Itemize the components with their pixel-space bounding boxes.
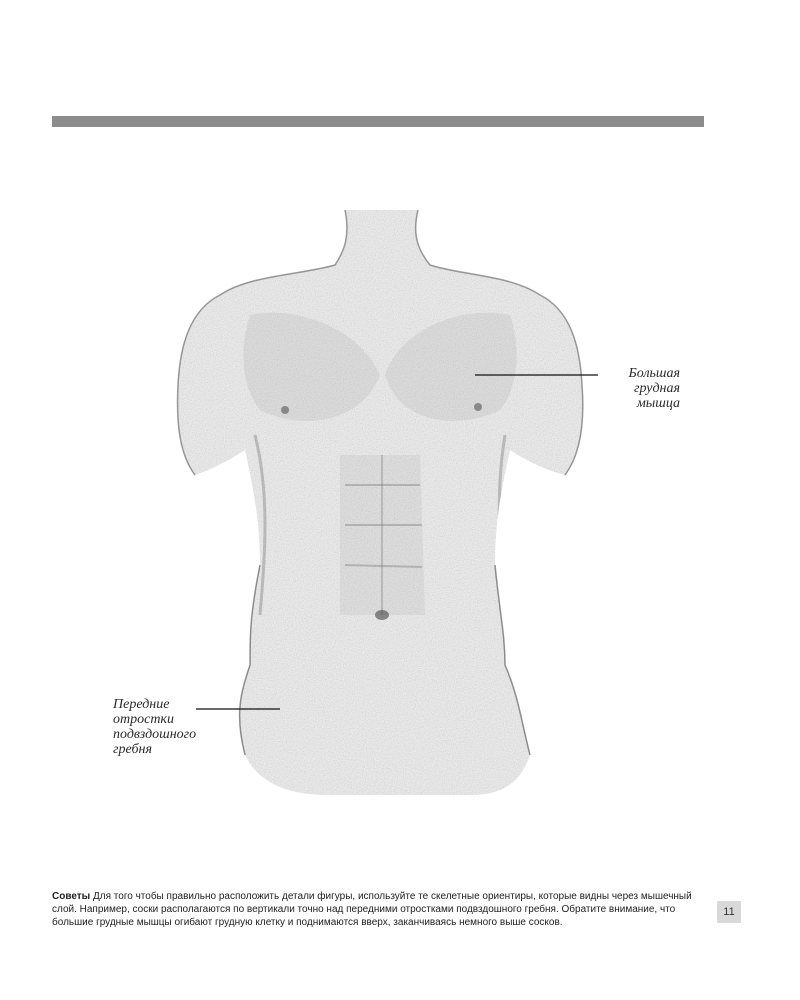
- iliac-label: Передние отростки подвздошного гребня: [113, 697, 197, 757]
- header-rule: [52, 116, 704, 127]
- page-number: 11: [717, 901, 741, 923]
- tips-paragraph: [52, 890, 702, 929]
- tips-text: Для того чтобы правильно расположить детали фигуры, используйте те скелетные ориентиры, которые видны через мышечный слой. Например, соски располагаются по вертикали точно над передними отростками подвздошного гребня. Обратите внимание, что большие грудные мышцы огибают грудную клетку и поднимаются вверх, заканчиваясь немного выше сосков.: [52, 891, 692, 928]
- tips-title: Советы: [52, 891, 91, 902]
- pectoral-label: Большая грудная мышца: [628, 366, 680, 411]
